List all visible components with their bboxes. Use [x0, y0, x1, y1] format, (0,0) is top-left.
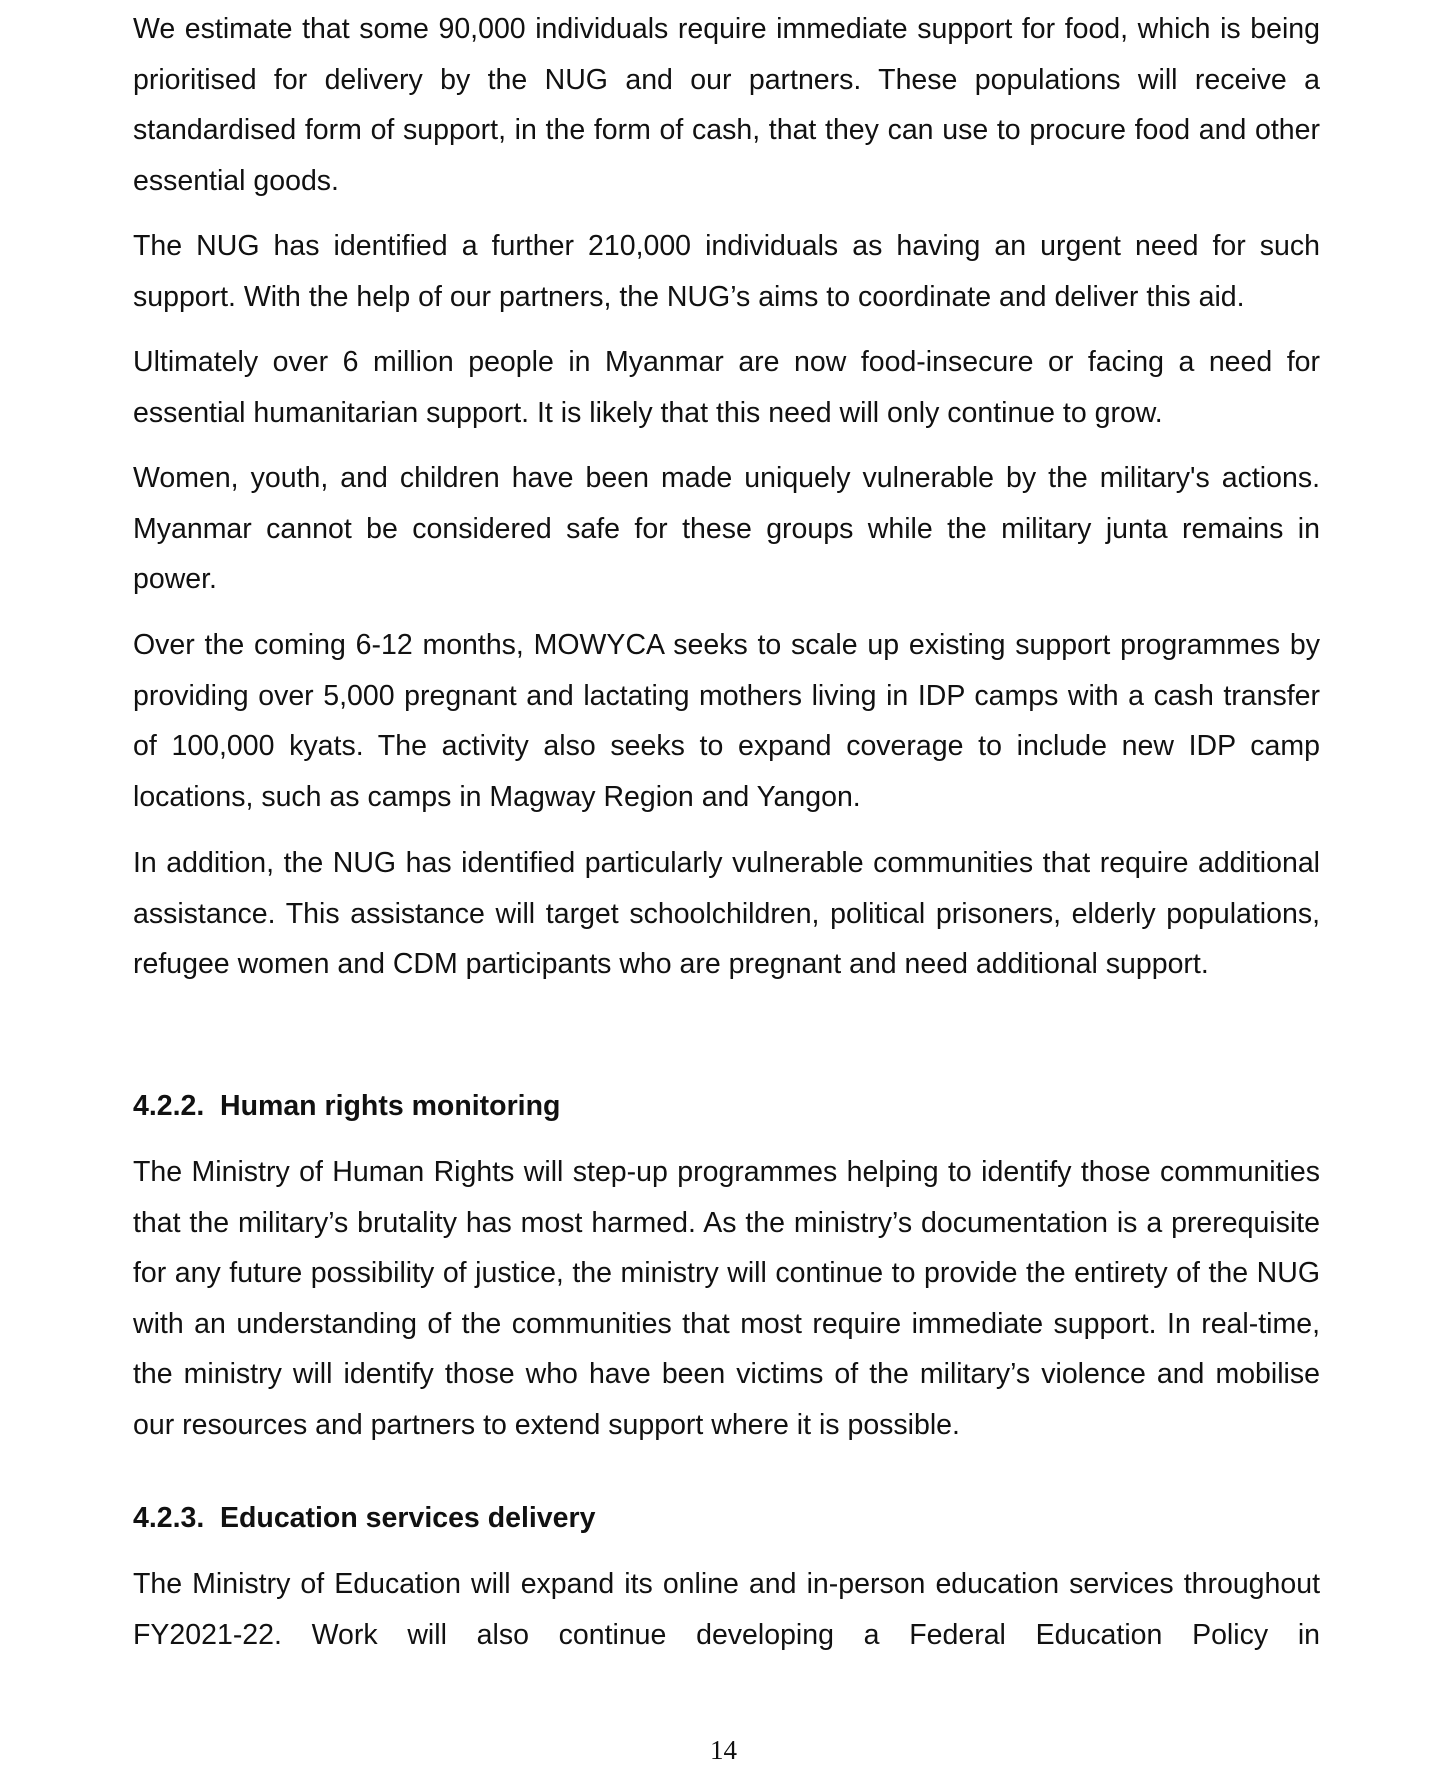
paragraph-food-support: We estimate that some 90,000 individuals require immediate support for food, which is being prioritised for delivery by the NUG and our partners. These populations will receive a standardised form of support, in the form of cash, that they can use to procure food and other essential goods. — [133, 13, 1320, 197]
section-number: 4.2.3. — [133, 1502, 205, 1534]
paragraph-mowyca: Over the coming 6-12 months, MOWYCA seeks to scale up existing support programmes by providing over 5,000 pregnant and lactating mothers living in IDP camps with a cash transfer of 100,000 kyats. The activity also seeks to expand coverage to include new IDP camp locations, such as camps in Magway Region and Yangon. — [133, 629, 1320, 813]
paragraph-additional-assistance: In addition, the NUG has identified particularly vulnerable communities that require additional assistance. This assistance will target schoolchildren, political prisoners, elderly populations, refugee women and CDM participants who are pregnant and need additional support. — [133, 847, 1320, 981]
paragraph-food-insecure: Ultimately over 6 million people in Myanmar are now food-insecure or facing a need for essential humanitarian support. It is likely that this need will only continue to grow. — [133, 346, 1320, 429]
section-heading-education — [133, 1493, 1320, 1543]
section-title: Education services delivery — [220, 1502, 596, 1534]
paragraph-vulnerable-groups: Women, youth, and children have been made uniquely vulnerable by the military's actions. Myanmar cannot be considered safe for these groups while the military junta remains in power. — [133, 462, 1320, 596]
section-heading-human-rights — [133, 1081, 1320, 1131]
section-title: Human rights monitoring — [220, 1090, 561, 1122]
paragraph-education: The Ministry of Education will expand its online and in-person education services throughout FY2021-22. Work will also continue developing a Federal Education Policy in — [133, 1568, 1320, 1651]
page-number: 14 — [710, 1735, 737, 1765]
paragraph-human-rights: The Ministry of Human Rights will step-up programmes helping to identify those communities that the military’s brutality has most harmed. As the ministry’s documentation is a prerequisite for any future possibility of justice, the ministry will continue to provide the entirety of the NUG with an understanding of the communities that most require immediate support. In real-time, the ministry will identify those who have been victims of the military’s violence and mobilise our resources and partners to extend support where it is possible. — [133, 1156, 1320, 1441]
paragraph-urgent-need: The NUG has identified a further 210,000 individuals as having an urgent need for such support. With the help of our partners, the NUG’s aims to coordinate and deliver this aid. — [133, 230, 1320, 313]
section-number: 4.2.2. — [133, 1090, 205, 1122]
